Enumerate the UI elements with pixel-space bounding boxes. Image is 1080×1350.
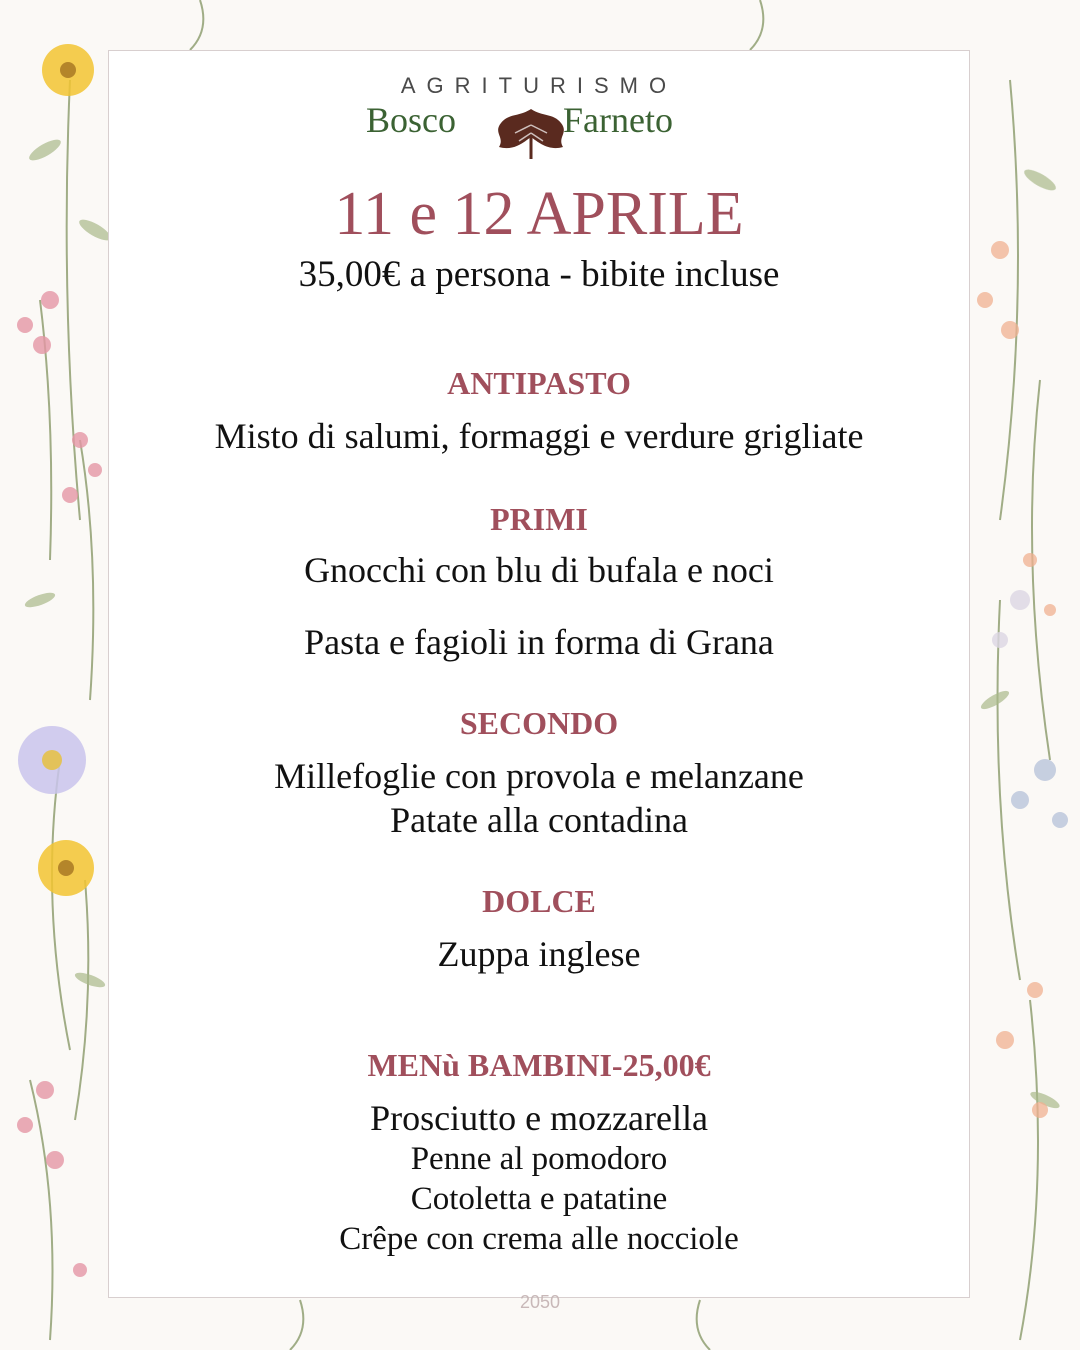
footer-watermark: 2050	[519, 1292, 561, 1312]
logo-farneto: Farneto	[563, 100, 673, 140]
logo-bosco: Bosco	[366, 100, 456, 140]
menu-item: Zuppa inglese	[437, 934, 641, 974]
menu-item: Cotoletta e patatine	[410, 1181, 668, 1217]
section-title-antipasto: ANTIPASTO	[447, 365, 631, 401]
section-title-primi: PRIMI	[490, 501, 588, 537]
event-price: 35,00€ a persona - bibite incluse	[298, 254, 780, 295]
menu-card	[108, 50, 970, 1298]
menu-item: Millefoglie con provola e melanzane	[274, 756, 804, 796]
menu-item: Gnocchi con blu di bufala e noci	[304, 550, 774, 590]
menu-item: Crêpe con crema alle nocciole	[339, 1221, 739, 1257]
menu-item: Prosciutto e mozzarella	[370, 1098, 708, 1138]
logo-agriturismo: AGRITURISMO	[400, 73, 678, 98]
section-title-bambini: MENù BAMBINI-25,00€	[367, 1047, 711, 1083]
menu-item: Patate alla contadina	[390, 800, 688, 840]
menu-item: Pasta e fagioli in forma di Grana	[304, 622, 774, 662]
menu-item: Penne al pomodoro	[410, 1141, 668, 1177]
event-date: 11 e 12 APRILE	[334, 180, 744, 248]
section-title-dolce: DOLCE	[482, 883, 596, 919]
menu-item: Misto di salumi, formaggi e verdure grigliate	[214, 416, 864, 456]
section-title-secondo: SECONDO	[459, 705, 619, 741]
